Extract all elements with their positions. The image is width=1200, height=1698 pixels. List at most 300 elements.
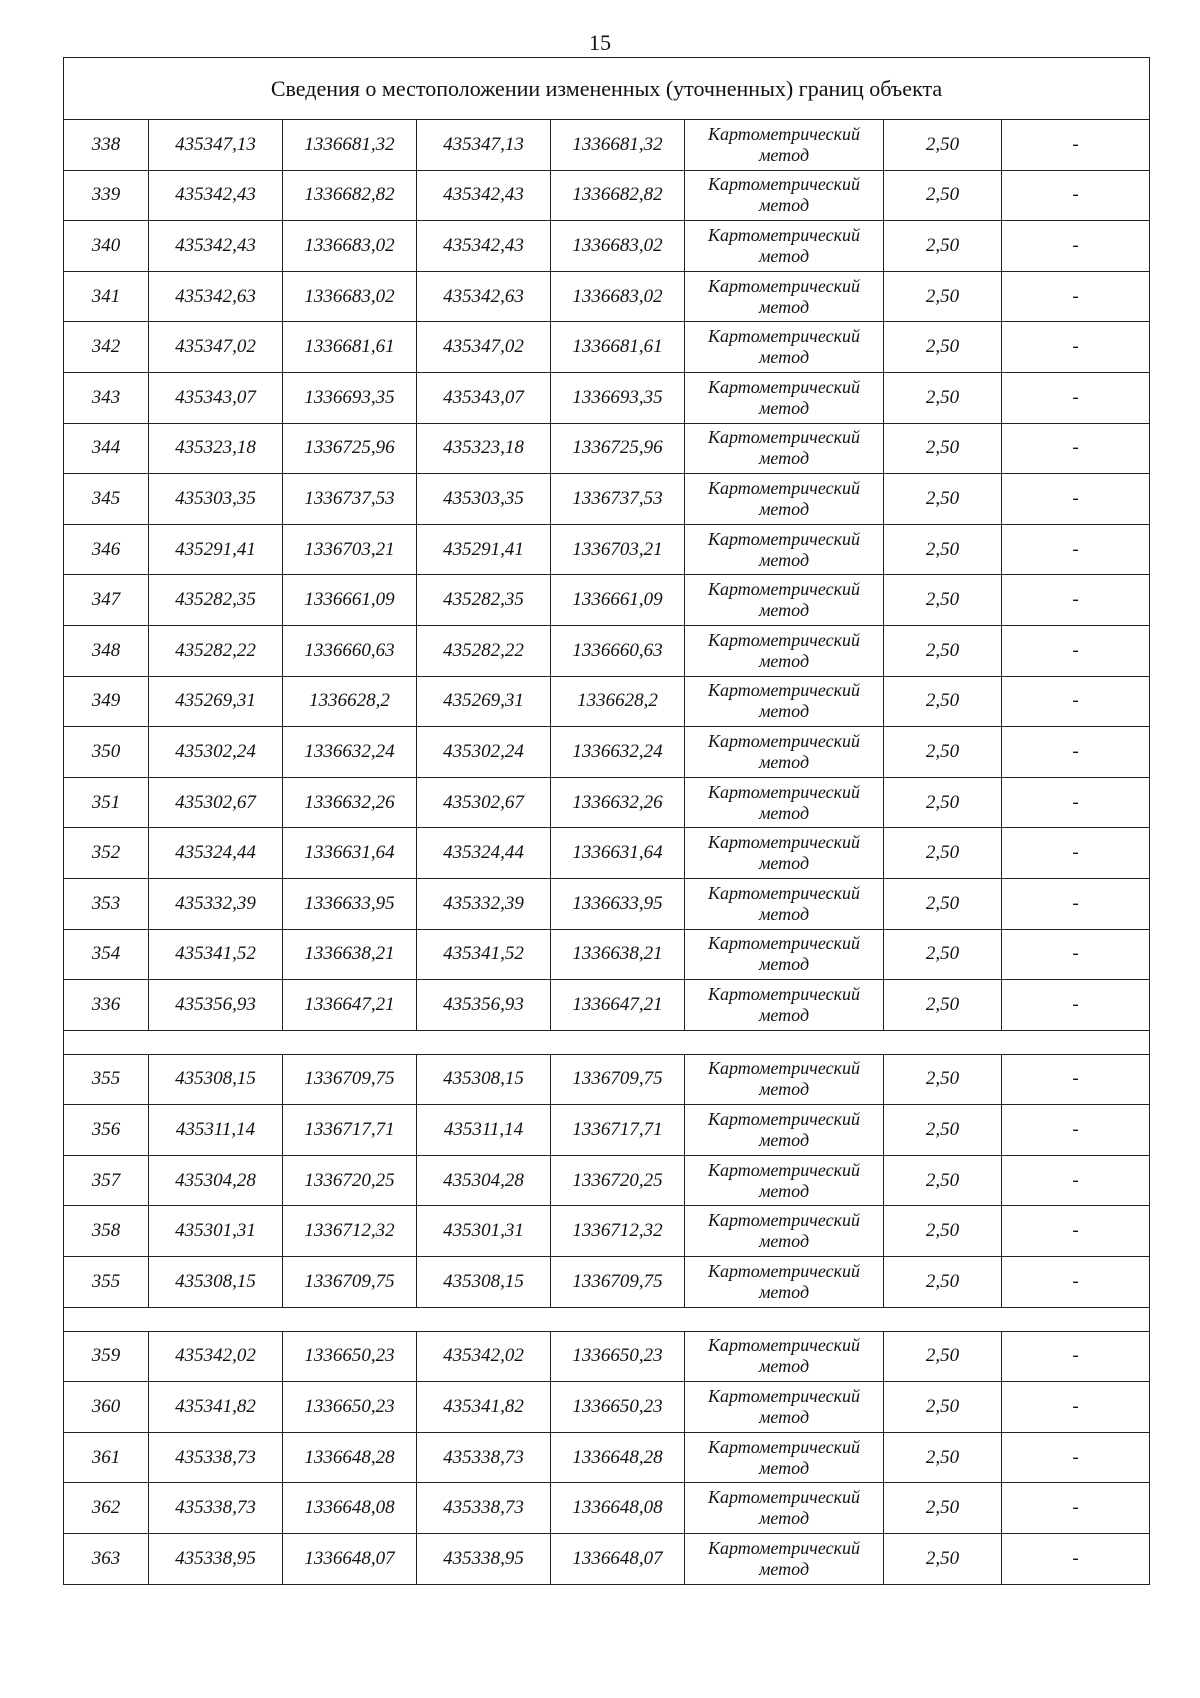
new-x-cell: 435303,35 <box>417 474 551 525</box>
point-number-cell: 355 <box>64 1054 149 1105</box>
method-line-1: Картометрический <box>707 275 860 296</box>
accuracy-cell: 2,50 <box>884 777 1002 828</box>
existing-x-cell: 435338,95 <box>149 1534 283 1585</box>
method-line-1: Картометрический <box>707 123 860 144</box>
method-line-1: Картометрический <box>707 1335 860 1356</box>
table-row <box>64 1331 1150 1382</box>
new-x-cell: 435342,63 <box>417 271 551 322</box>
boundary-coordinates-table <box>63 57 1150 1585</box>
accuracy-cell: 2,50 <box>884 120 1002 171</box>
point-number-cell: 347 <box>64 575 149 626</box>
new-y-cell: 1336632,24 <box>551 727 685 778</box>
table-row <box>64 524 1150 575</box>
existing-x-cell: 435347,02 <box>149 322 283 373</box>
point-number-cell: 342 <box>64 322 149 373</box>
existing-y-cell: 1336683,02 <box>283 221 417 272</box>
description-cell: - <box>1002 271 1150 322</box>
method-cell <box>685 1155 884 1206</box>
method-cell <box>685 1432 884 1483</box>
new-x-cell: 435269,31 <box>417 676 551 727</box>
new-y-cell: 1336681,61 <box>551 322 685 373</box>
table-row <box>64 120 1150 171</box>
existing-x-cell: 435302,24 <box>149 727 283 778</box>
description-cell: - <box>1002 828 1150 879</box>
new-y-cell: 1336682,82 <box>551 170 685 221</box>
method-line-2: метод <box>758 1180 810 1201</box>
accuracy-cell: 2,50 <box>884 1331 1002 1382</box>
method-cell <box>685 676 884 727</box>
new-y-cell: 1336703,21 <box>551 524 685 575</box>
existing-x-cell: 435282,35 <box>149 575 283 626</box>
new-x-cell: 435308,15 <box>417 1054 551 1105</box>
new-x-cell: 435343,07 <box>417 372 551 423</box>
method-line-1: Картометрический <box>707 882 860 903</box>
existing-y-cell: 1336693,35 <box>283 372 417 423</box>
method-cell <box>685 1382 884 1433</box>
method-cell <box>685 929 884 980</box>
method-line-1: Картометрический <box>707 1109 860 1130</box>
accuracy-cell: 2,50 <box>884 828 1002 879</box>
accuracy-cell: 2,50 <box>884 625 1002 676</box>
existing-x-cell: 435324,44 <box>149 828 283 879</box>
contour-separator-row <box>64 1030 1150 1054</box>
method-line-1: Картометрический <box>707 477 860 498</box>
new-x-cell: 435342,43 <box>417 170 551 221</box>
page-number: 15 <box>589 30 611 55</box>
table-title: Сведения о местоположении измененных (уточненных) границ объекта <box>64 58 1150 120</box>
new-y-cell: 1336638,21 <box>551 929 685 980</box>
method-cell <box>685 575 884 626</box>
point-number-cell: 343 <box>64 372 149 423</box>
point-number-cell: 356 <box>64 1105 149 1156</box>
description-cell: - <box>1002 372 1150 423</box>
new-x-cell: 435338,95 <box>417 1534 551 1585</box>
new-x-cell: 435324,44 <box>417 828 551 879</box>
point-number-cell: 358 <box>64 1206 149 1257</box>
existing-x-cell: 435342,63 <box>149 271 283 322</box>
existing-y-cell: 1336648,07 <box>283 1534 417 1585</box>
description-cell: - <box>1002 1331 1150 1382</box>
description-cell: - <box>1002 221 1150 272</box>
description-cell: - <box>1002 322 1150 373</box>
table-row <box>64 423 1150 474</box>
existing-x-cell: 435303,35 <box>149 474 283 525</box>
method-line-2: метод <box>758 1508 810 1529</box>
existing-y-cell: 1336650,23 <box>283 1331 417 1382</box>
existing-y-cell: 1336648,28 <box>283 1432 417 1483</box>
method-cell <box>685 1054 884 1105</box>
accuracy-cell: 2,50 <box>884 423 1002 474</box>
point-number-cell: 357 <box>64 1155 149 1206</box>
existing-y-cell: 1336660,63 <box>283 625 417 676</box>
existing-x-cell: 435291,41 <box>149 524 283 575</box>
new-y-cell: 1336661,09 <box>551 575 685 626</box>
table-title-row <box>64 58 1150 120</box>
method-line-2: метод <box>758 954 810 975</box>
new-x-cell: 435356,93 <box>417 980 551 1031</box>
table-row <box>64 575 1150 626</box>
method-line-1: Картометрический <box>707 376 860 397</box>
method-line-2: метод <box>758 751 810 772</box>
method-cell <box>685 878 884 929</box>
description-cell: - <box>1002 625 1150 676</box>
new-y-cell: 1336631,64 <box>551 828 685 879</box>
point-number-cell: 352 <box>64 828 149 879</box>
table-row <box>64 1155 1150 1206</box>
existing-x-cell: 435282,22 <box>149 625 283 676</box>
existing-x-cell: 435323,18 <box>149 423 283 474</box>
new-y-cell: 1336647,21 <box>551 980 685 1031</box>
contour-separator-row <box>64 1307 1150 1331</box>
description-cell: - <box>1002 1155 1150 1206</box>
existing-y-cell: 1336650,23 <box>283 1382 417 1433</box>
method-line-2: метод <box>758 903 810 924</box>
method-line-1: Картометрический <box>707 983 860 1004</box>
table-row <box>64 878 1150 929</box>
new-x-cell: 435341,82 <box>417 1382 551 1433</box>
description-cell: - <box>1002 575 1150 626</box>
method-line-1: Картометрический <box>707 933 860 954</box>
description-cell: - <box>1002 120 1150 171</box>
method-line-1: Картометрический <box>707 224 860 245</box>
new-y-cell: 1336648,08 <box>551 1483 685 1534</box>
description-cell: - <box>1002 878 1150 929</box>
new-y-cell: 1336628,2 <box>551 676 685 727</box>
method-line-1: Картометрический <box>707 730 860 751</box>
point-number-cell: 354 <box>64 929 149 980</box>
point-number-cell: 346 <box>64 524 149 575</box>
point-number-cell: 360 <box>64 1382 149 1433</box>
new-x-cell: 435282,22 <box>417 625 551 676</box>
existing-y-cell: 1336647,21 <box>283 980 417 1031</box>
method-line-2: метод <box>758 600 810 621</box>
description-cell: - <box>1002 1534 1150 1585</box>
method-line-2: метод <box>758 1281 810 1302</box>
method-line-2: метод <box>758 1231 810 1252</box>
existing-y-cell: 1336720,25 <box>283 1155 417 1206</box>
accuracy-cell: 2,50 <box>884 878 1002 929</box>
new-x-cell: 435323,18 <box>417 423 551 474</box>
point-number-cell: 341 <box>64 271 149 322</box>
table-row <box>64 727 1150 778</box>
method-line-1: Картометрический <box>707 1487 860 1508</box>
new-y-cell: 1336681,32 <box>551 120 685 171</box>
method-line-2: метод <box>758 1356 810 1377</box>
accuracy-cell: 2,50 <box>884 980 1002 1031</box>
existing-y-cell: 1336703,21 <box>283 524 417 575</box>
method-line-1: Картометрический <box>707 1386 860 1407</box>
point-number-cell: 336 <box>64 980 149 1031</box>
existing-x-cell: 435342,43 <box>149 170 283 221</box>
existing-y-cell: 1336632,24 <box>283 727 417 778</box>
point-number-cell: 361 <box>64 1432 149 1483</box>
accuracy-cell: 2,50 <box>884 1155 1002 1206</box>
contour-separator-cell <box>64 1030 1150 1054</box>
table-row <box>64 1105 1150 1156</box>
new-y-cell: 1336720,25 <box>551 1155 685 1206</box>
new-x-cell: 435338,73 <box>417 1432 551 1483</box>
existing-x-cell: 435304,28 <box>149 1155 283 1206</box>
method-line-2: метод <box>758 853 810 874</box>
method-cell <box>685 1483 884 1534</box>
existing-x-cell: 435356,93 <box>149 980 283 1031</box>
point-number-cell: 350 <box>64 727 149 778</box>
new-y-cell: 1336633,95 <box>551 878 685 929</box>
method-line-2: метод <box>758 448 810 469</box>
existing-x-cell: 435342,43 <box>149 221 283 272</box>
method-line-2: метод <box>758 650 810 671</box>
accuracy-cell: 2,50 <box>884 1483 1002 1534</box>
new-y-cell: 1336712,32 <box>551 1206 685 1257</box>
existing-x-cell: 435347,13 <box>149 120 283 171</box>
existing-x-cell: 435332,39 <box>149 878 283 929</box>
table-row <box>64 1432 1150 1483</box>
method-cell <box>685 1331 884 1382</box>
table-row <box>64 322 1150 373</box>
existing-y-cell: 1336633,95 <box>283 878 417 929</box>
existing-y-cell: 1336682,82 <box>283 170 417 221</box>
new-y-cell: 1336693,35 <box>551 372 685 423</box>
existing-y-cell: 1336712,32 <box>283 1206 417 1257</box>
method-line-1: Картометрический <box>707 1260 860 1281</box>
new-x-cell: 435304,28 <box>417 1155 551 1206</box>
new-y-cell: 1336737,53 <box>551 474 685 525</box>
method-cell <box>685 980 884 1031</box>
new-x-cell: 435341,52 <box>417 929 551 980</box>
table-row <box>64 980 1150 1031</box>
point-number-cell: 362 <box>64 1483 149 1534</box>
new-y-cell: 1336709,75 <box>551 1054 685 1105</box>
new-y-cell: 1336660,63 <box>551 625 685 676</box>
method-line-2: метод <box>758 802 810 823</box>
existing-y-cell: 1336737,53 <box>283 474 417 525</box>
method-line-1: Картометрический <box>707 832 860 853</box>
method-cell <box>685 120 884 171</box>
description-cell: - <box>1002 1105 1150 1156</box>
description-cell: - <box>1002 1206 1150 1257</box>
table-row <box>64 777 1150 828</box>
existing-y-cell: 1336648,08 <box>283 1483 417 1534</box>
new-x-cell: 435347,02 <box>417 322 551 373</box>
method-cell <box>685 423 884 474</box>
description-cell: - <box>1002 1432 1150 1483</box>
accuracy-cell: 2,50 <box>884 727 1002 778</box>
existing-y-cell: 1336717,71 <box>283 1105 417 1156</box>
method-line-1: Картометрический <box>707 326 860 347</box>
point-number-cell: 355 <box>64 1257 149 1308</box>
new-x-cell: 435347,13 <box>417 120 551 171</box>
existing-x-cell: 435269,31 <box>149 676 283 727</box>
method-cell <box>685 221 884 272</box>
method-cell <box>685 1534 884 1585</box>
method-line-1: Картометрический <box>707 579 860 600</box>
method-line-1: Картометрический <box>707 1210 860 1231</box>
point-number-cell: 339 <box>64 170 149 221</box>
point-number-cell: 348 <box>64 625 149 676</box>
method-line-1: Картометрический <box>707 1436 860 1457</box>
point-number-cell: 344 <box>64 423 149 474</box>
method-line-2: метод <box>758 195 810 216</box>
new-y-cell: 1336709,75 <box>551 1257 685 1308</box>
description-cell: - <box>1002 1257 1150 1308</box>
contour-separator-cell <box>64 1307 1150 1331</box>
table-row <box>64 1206 1150 1257</box>
table-row <box>64 474 1150 525</box>
existing-y-cell: 1336638,21 <box>283 929 417 980</box>
method-line-1: Картометрический <box>707 427 860 448</box>
point-number-cell: 340 <box>64 221 149 272</box>
method-cell <box>685 474 884 525</box>
new-x-cell: 435308,15 <box>417 1257 551 1308</box>
existing-y-cell: 1336632,26 <box>283 777 417 828</box>
method-cell <box>685 1206 884 1257</box>
existing-y-cell: 1336628,2 <box>283 676 417 727</box>
new-x-cell: 435332,39 <box>417 878 551 929</box>
description-cell: - <box>1002 929 1150 980</box>
existing-x-cell: 435341,52 <box>149 929 283 980</box>
new-y-cell: 1336648,07 <box>551 1534 685 1585</box>
method-line-2: метод <box>758 1558 810 1579</box>
method-line-2: метод <box>758 1130 810 1151</box>
existing-x-cell: 435311,14 <box>149 1105 283 1156</box>
description-cell: - <box>1002 524 1150 575</box>
existing-x-cell: 435343,07 <box>149 372 283 423</box>
method-cell <box>685 322 884 373</box>
accuracy-cell: 2,50 <box>884 271 1002 322</box>
new-y-cell: 1336683,02 <box>551 221 685 272</box>
new-y-cell: 1336717,71 <box>551 1105 685 1156</box>
existing-x-cell: 435342,02 <box>149 1331 283 1382</box>
table-row <box>64 828 1150 879</box>
method-line-1: Картометрический <box>707 680 860 701</box>
method-cell <box>685 828 884 879</box>
table-row <box>64 1483 1150 1534</box>
point-number-cell: 338 <box>64 120 149 171</box>
point-number-cell: 353 <box>64 878 149 929</box>
table-row <box>64 170 1150 221</box>
method-line-1: Картометрический <box>707 629 860 650</box>
description-cell: - <box>1002 1054 1150 1105</box>
method-line-1: Картометрический <box>707 1058 860 1079</box>
accuracy-cell: 2,50 <box>884 322 1002 373</box>
accuracy-cell: 2,50 <box>884 524 1002 575</box>
new-x-cell: 435291,41 <box>417 524 551 575</box>
existing-x-cell: 435341,82 <box>149 1382 283 1433</box>
accuracy-cell: 2,50 <box>884 1257 1002 1308</box>
accuracy-cell: 2,50 <box>884 676 1002 727</box>
new-y-cell: 1336683,02 <box>551 271 685 322</box>
existing-x-cell: 435338,73 <box>149 1483 283 1534</box>
method-line-2: метод <box>758 296 810 317</box>
method-cell <box>685 1105 884 1156</box>
point-number-cell: 363 <box>64 1534 149 1585</box>
table-row <box>64 1054 1150 1105</box>
method-cell <box>685 524 884 575</box>
new-x-cell: 435342,02 <box>417 1331 551 1382</box>
existing-y-cell: 1336709,75 <box>283 1257 417 1308</box>
table-row <box>64 1382 1150 1433</box>
table-row <box>64 271 1150 322</box>
new-x-cell: 435338,73 <box>417 1483 551 1534</box>
method-line-2: метод <box>758 549 810 570</box>
new-x-cell: 435302,67 <box>417 777 551 828</box>
description-cell: - <box>1002 423 1150 474</box>
table-row <box>64 221 1150 272</box>
table-row <box>64 676 1150 727</box>
table-row <box>64 625 1150 676</box>
new-y-cell: 1336650,23 <box>551 1382 685 1433</box>
method-cell <box>685 777 884 828</box>
existing-y-cell: 1336681,61 <box>283 322 417 373</box>
point-number-cell: 351 <box>64 777 149 828</box>
point-number-cell: 349 <box>64 676 149 727</box>
table-row <box>64 1534 1150 1585</box>
method-cell <box>685 271 884 322</box>
description-cell: - <box>1002 1382 1150 1433</box>
existing-x-cell: 435302,67 <box>149 777 283 828</box>
table-row <box>64 929 1150 980</box>
new-y-cell: 1336650,23 <box>551 1331 685 1382</box>
method-line-2: метод <box>758 701 810 722</box>
accuracy-cell: 2,50 <box>884 929 1002 980</box>
point-number-cell: 359 <box>64 1331 149 1382</box>
accuracy-cell: 2,50 <box>884 1534 1002 1585</box>
method-line-2: метод <box>758 1457 810 1478</box>
accuracy-cell: 2,50 <box>884 1206 1002 1257</box>
new-x-cell: 435302,24 <box>417 727 551 778</box>
method-cell <box>685 625 884 676</box>
method-line-1: Картометрический <box>707 781 860 802</box>
description-cell: - <box>1002 777 1150 828</box>
method-line-2: метод <box>758 1079 810 1100</box>
point-number-cell: 345 <box>64 474 149 525</box>
table-row <box>64 372 1150 423</box>
existing-x-cell: 435338,73 <box>149 1432 283 1483</box>
method-line-1: Картометрический <box>707 528 860 549</box>
existing-x-cell: 435308,15 <box>149 1257 283 1308</box>
existing-x-cell: 435301,31 <box>149 1206 283 1257</box>
method-line-2: метод <box>758 1407 810 1428</box>
method-line-2: метод <box>758 1004 810 1025</box>
new-y-cell: 1336632,26 <box>551 777 685 828</box>
new-x-cell: 435342,43 <box>417 221 551 272</box>
method-line-1: Картометрический <box>707 1537 860 1558</box>
new-x-cell: 435282,35 <box>417 575 551 626</box>
description-cell: - <box>1002 474 1150 525</box>
method-line-2: метод <box>758 347 810 368</box>
accuracy-cell: 2,50 <box>884 474 1002 525</box>
description-cell: - <box>1002 727 1150 778</box>
method-line-2: метод <box>758 245 810 266</box>
method-cell <box>685 372 884 423</box>
new-x-cell: 435311,14 <box>417 1105 551 1156</box>
table-row <box>64 1257 1150 1308</box>
existing-y-cell: 1336725,96 <box>283 423 417 474</box>
method-line-1: Картометрический <box>707 174 860 195</box>
description-cell: - <box>1002 980 1150 1031</box>
accuracy-cell: 2,50 <box>884 221 1002 272</box>
description-cell: - <box>1002 1483 1150 1534</box>
method-line-2: метод <box>758 397 810 418</box>
method-cell <box>685 727 884 778</box>
method-line-2: метод <box>758 498 810 519</box>
new-x-cell: 435301,31 <box>417 1206 551 1257</box>
method-cell <box>685 170 884 221</box>
accuracy-cell: 2,50 <box>884 1054 1002 1105</box>
description-cell: - <box>1002 170 1150 221</box>
new-y-cell: 1336725,96 <box>551 423 685 474</box>
existing-y-cell: 1336631,64 <box>283 828 417 879</box>
